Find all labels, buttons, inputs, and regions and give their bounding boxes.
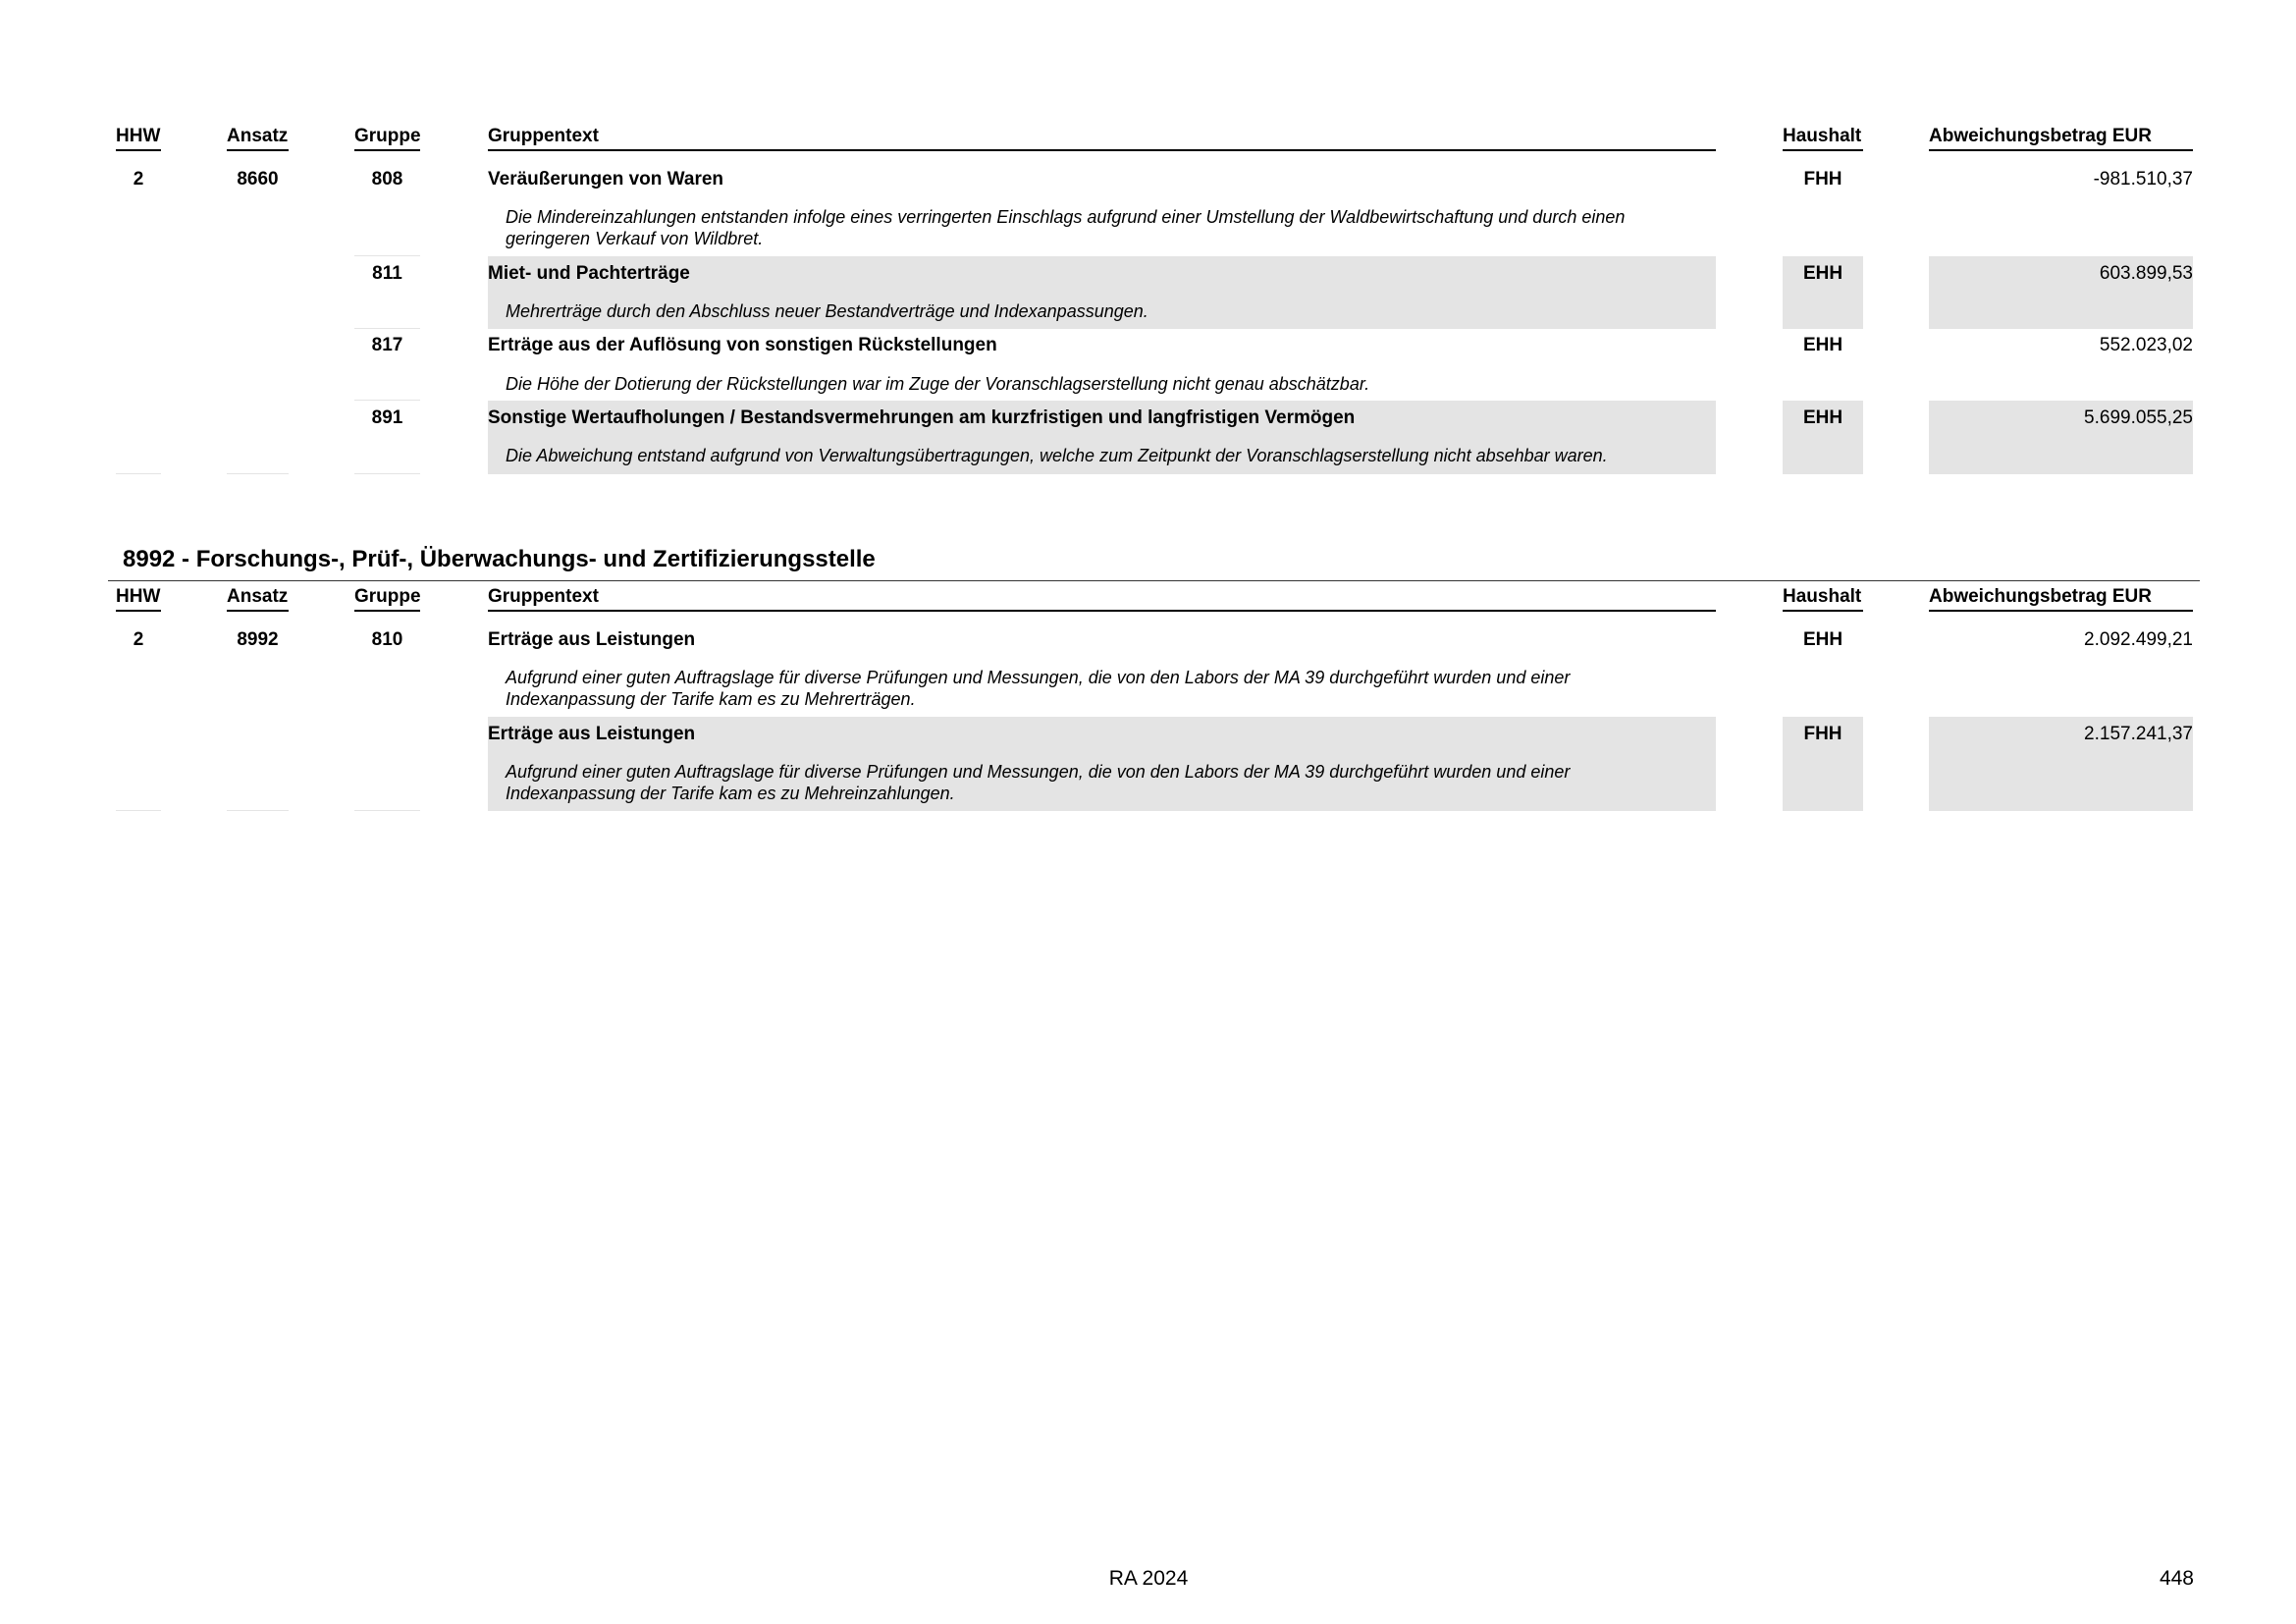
gruppentext-description: Die Höhe der Dotierung der Rückstellungen war im Zuge der Voranschlagserstellung nicht genau abschätzbar. xyxy=(506,374,1370,394)
description-line: Aufgrund einer guten Auftragslage für diverse Prüfungen und Messungen, die von den Labors der MA 39 durchgeführt wurden und einer xyxy=(506,668,1571,687)
section-rule xyxy=(108,580,2200,581)
ansatz-value: 8660 xyxy=(237,169,279,189)
haushalt-value: FHH xyxy=(1803,724,1842,744)
col-header-haushalt: Haushalt xyxy=(1783,586,1863,612)
betrag-value: 552.023,02 xyxy=(2099,335,2193,355)
gruppe-value: 817 xyxy=(371,335,403,355)
gruppentext-title: Erträge aus der Auflösung von sonstigen Rückstellungen xyxy=(488,335,997,355)
haushalt-value: EHH xyxy=(1802,407,1843,428)
gruppe-value: 810 xyxy=(371,629,403,650)
col-header-gruppentext: Gruppentext xyxy=(488,586,1716,612)
haushalt-value: EHH xyxy=(1802,335,1843,355)
row-separator xyxy=(354,810,420,811)
page-number: 448 xyxy=(2159,1567,2194,1590)
section-title: 8992 - Forschungs-, Prüf-, Überwachungs- und Zertifizierungsstelle xyxy=(123,546,876,572)
description-line: Die Mindereinzahlungen entstanden infolge eines verringerten Einschlags aufgrund einer Umstellung der Waldbewirtschaftung und durch einen xyxy=(506,207,1626,227)
col-header-haushalt: Haushalt xyxy=(1783,126,1863,151)
description-line: geringeren Verkauf von Wildbret. xyxy=(506,229,764,248)
gruppentext-title: Miet- und Pachterträge xyxy=(488,263,690,284)
col-header-hhw: HHW xyxy=(116,126,161,151)
gruppentext-description xyxy=(506,761,1570,804)
gruppentext-title: Veräußerungen von Waren xyxy=(488,169,724,189)
col-header-ansatz: Ansatz xyxy=(227,126,289,151)
description-line: Indexanpassung der Tarife kam es zu Mehrerträgen. xyxy=(506,689,916,709)
row-separator xyxy=(116,810,161,811)
gruppentext-title: Erträge aus Leistungen xyxy=(488,629,696,650)
gruppentext-description: Die Abweichung entstand aufgrund von Verwaltungsübertragungen, welche zum Zeitpunkt der Voranschlagserstellung nicht absehbar waren. xyxy=(506,446,1608,465)
col-header-betrag: Abweichungsbetrag EUR xyxy=(1929,586,2193,612)
col-header-gruppentext: Gruppentext xyxy=(488,126,1716,151)
row-separator xyxy=(354,255,420,256)
col-header-gruppe: Gruppe xyxy=(354,586,420,612)
row-separator xyxy=(227,810,289,811)
gruppentext-title: Sonstige Wertaufholungen / Bestandsvermehrungen am kurzfristigen und langfristigen Vermögen xyxy=(488,407,1356,428)
haushalt-value: FHH xyxy=(1803,169,1842,189)
col-header-betrag: Abweichungsbetrag EUR xyxy=(1929,126,2193,151)
col-header-gruppe: Gruppe xyxy=(354,126,420,151)
betrag-value: 5.699.055,25 xyxy=(2084,407,2193,428)
description-line: Aufgrund einer guten Auftragslage für diverse Prüfungen und Messungen, die von den Labors der MA 39 durchgeführt wurden und einer xyxy=(506,762,1571,782)
footer-report-label: RA 2024 xyxy=(1108,1567,1189,1590)
betrag-value: 2.092.499,21 xyxy=(2084,629,2193,650)
row-separator xyxy=(354,328,420,329)
col-header-ansatz: Ansatz xyxy=(227,586,289,612)
description-line: Indexanpassung der Tarife kam es zu Mehreinzahlungen. xyxy=(506,784,955,803)
haushalt-value: EHH xyxy=(1802,263,1843,284)
gruppentext-description: Mehrerträge durch den Abschluss neuer Bestandverträge und Indexanpassungen. xyxy=(506,301,1148,321)
betrag-value: 603.899,53 xyxy=(2099,263,2193,284)
gruppentext-description xyxy=(506,667,1570,710)
hhw-value: 2 xyxy=(133,169,144,189)
gruppe-value: 811 xyxy=(372,263,402,284)
row-separator xyxy=(354,473,420,474)
row-separator xyxy=(354,400,420,401)
col-header-hhw: HHW xyxy=(116,586,161,612)
betrag-value: -981.510,37 xyxy=(2093,169,2193,189)
haushalt-value: EHH xyxy=(1802,629,1843,650)
gruppe-value: 891 xyxy=(371,407,403,428)
gruppentext-title: Erträge aus Leistungen xyxy=(488,724,696,744)
gruppentext-description xyxy=(506,206,1625,249)
row-separator xyxy=(116,473,161,474)
gruppe-value: 808 xyxy=(371,169,403,189)
ansatz-value: 8992 xyxy=(237,629,279,650)
row-separator xyxy=(227,473,289,474)
betrag-value: 2.157.241,37 xyxy=(2084,724,2193,744)
hhw-value: 2 xyxy=(133,629,144,650)
